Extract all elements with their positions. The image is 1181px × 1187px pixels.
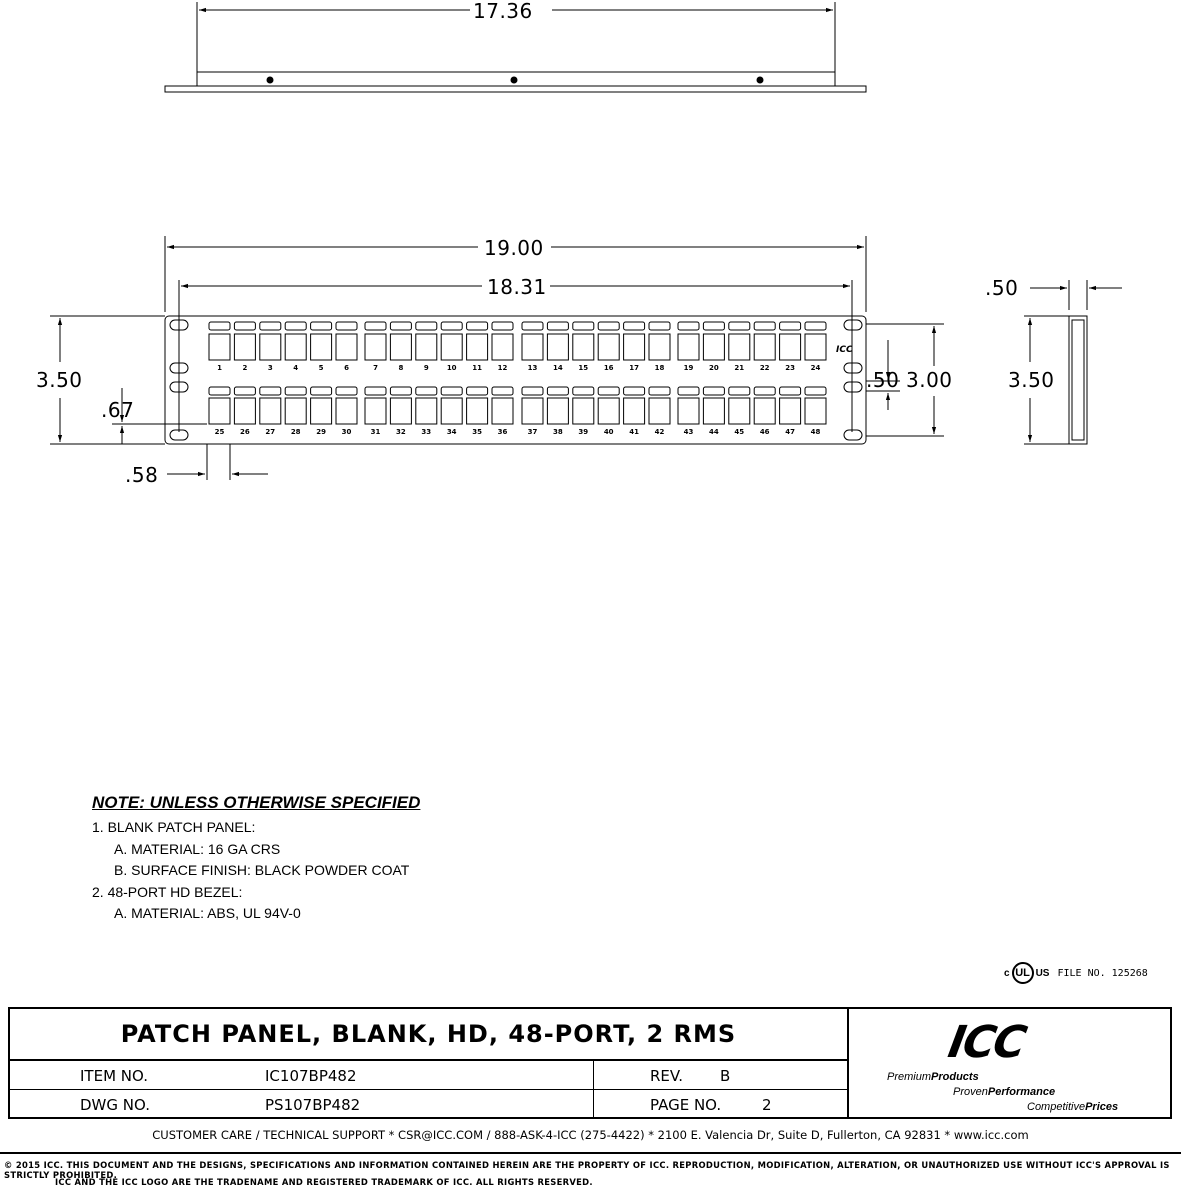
port-tab <box>729 322 750 330</box>
port-opening <box>805 334 826 360</box>
port-opening <box>624 398 645 424</box>
front-view <box>50 236 944 480</box>
port-number: 27 <box>265 428 276 436</box>
divider <box>0 1152 1181 1154</box>
port-opening <box>390 398 411 424</box>
dim-3-50-left: 3.50 <box>36 368 83 392</box>
port-number: 14 <box>553 364 563 372</box>
port-number: 31 <box>370 428 381 436</box>
page-value: 2 <box>762 1096 772 1114</box>
side-view <box>1024 280 1122 444</box>
port-number: 48 <box>810 428 821 436</box>
customer-care-line: CUSTOMER CARE / TECHNICAL SUPPORT * CSR@ICC.COM / 888-ASK-4-ICC (275-4422) * 2100 E. Valencia Dr, Suite D, Fullerton, CA 92831 * www.icc.com <box>152 1128 1029 1142</box>
port-tab <box>729 387 750 395</box>
port-opening <box>209 334 230 360</box>
port-opening <box>703 398 724 424</box>
port-opening <box>780 398 801 424</box>
tagline-3b: Prices <box>1085 1101 1119 1113</box>
port-tab <box>209 387 230 395</box>
item-label: ITEM NO. <box>80 1067 148 1085</box>
port-number: 43 <box>683 428 694 436</box>
port-tab <box>649 387 670 395</box>
dim-3-00: 3.00 <box>906 368 953 392</box>
port-number: 28 <box>290 428 301 436</box>
port-tab <box>573 322 594 330</box>
port-number: 42 <box>654 428 665 436</box>
port-number: 13 <box>527 364 538 372</box>
port-opening <box>729 334 750 360</box>
port-tab <box>805 387 826 395</box>
port-opening <box>573 398 594 424</box>
note-line: A. MATERIAL: 16 GA CRS <box>114 840 281 857</box>
port-tab <box>441 322 462 330</box>
port-tab <box>573 387 594 395</box>
tagline-2b: Performance <box>987 1086 1056 1098</box>
port-opening <box>754 398 775 424</box>
port-number: 12 <box>497 364 508 372</box>
title-block <box>8 1007 1172 1119</box>
port-number: 35 <box>472 428 482 436</box>
dim-0-67: .67 <box>101 398 135 422</box>
port-number: 46 <box>759 428 770 436</box>
dwg-label: DWG NO. <box>80 1096 150 1114</box>
ul-certification-mark <box>1004 962 1148 984</box>
port-tab <box>467 387 488 395</box>
port-opening <box>365 334 386 360</box>
port-tab <box>598 322 619 330</box>
dim-18-31: 18.31 <box>487 275 547 299</box>
port-opening <box>260 334 281 360</box>
port-number: 21 <box>734 364 745 372</box>
port-opening <box>285 334 306 360</box>
port-number: 32 <box>396 428 406 436</box>
rev-value: B <box>720 1067 731 1085</box>
port-number: 1 <box>217 364 222 372</box>
port-tab <box>547 322 568 330</box>
port-tab <box>678 387 699 395</box>
icc-logo <box>849 1009 1172 1117</box>
port-opening <box>416 398 437 424</box>
page-label: PAGE NO. <box>650 1096 722 1114</box>
port-number: 45 <box>734 428 745 436</box>
port-number: 23 <box>785 364 795 372</box>
dim-0-50-holes: .50 <box>866 368 900 392</box>
tagline-1a: Premium <box>887 1071 932 1083</box>
port-tab <box>234 322 255 330</box>
port-opening <box>649 398 670 424</box>
port-opening <box>678 398 699 424</box>
tagline-1b: Products <box>931 1071 979 1083</box>
port-opening <box>336 334 357 360</box>
port-opening <box>522 398 543 424</box>
port-opening <box>624 334 645 360</box>
port-tab <box>805 322 826 330</box>
port-number: 5 <box>318 364 324 372</box>
note-line: 2. 48-PORT HD BEZEL: <box>92 883 243 900</box>
note-line: 1. BLANK PATCH PANEL: <box>92 819 256 835</box>
port-number: 34 <box>446 428 457 436</box>
port-tab <box>336 387 357 395</box>
port-number: 20 <box>709 364 719 372</box>
ul-file-number: FILE NO. 125268 <box>1057 967 1148 979</box>
port-number: 3 <box>267 364 273 372</box>
port-opening <box>285 398 306 424</box>
port-opening <box>547 334 568 360</box>
port-number: 7 <box>373 364 378 372</box>
port-number: 9 <box>423 364 429 372</box>
port-tab <box>649 322 670 330</box>
port-opening <box>441 334 462 360</box>
tagline-3a: Competitive <box>1027 1101 1086 1113</box>
port-tab <box>780 322 801 330</box>
port-tab <box>416 387 437 395</box>
port-number: 4 <box>293 364 299 372</box>
port-number: 2 <box>242 364 248 372</box>
port-tab <box>441 387 462 395</box>
port-opening <box>234 334 255 360</box>
port-number: 24 <box>810 364 821 372</box>
port-tab <box>390 387 411 395</box>
port-opening <box>467 398 488 424</box>
copyright-line-2: ICC AND THE ICC LOGO ARE THE TRADENAME AND REGISTERED TRADEMARK OF ICC. ALL RIGHTS RESERVED. <box>55 1177 593 1187</box>
port-opening <box>365 398 386 424</box>
port-opening <box>522 334 543 360</box>
port-number: 40 <box>603 428 614 436</box>
port-number: 26 <box>240 428 250 436</box>
port-opening <box>336 398 357 424</box>
port-opening <box>805 398 826 424</box>
port-tab <box>703 322 724 330</box>
dim-0-58: .58 <box>125 463 159 487</box>
port-opening <box>209 398 230 424</box>
port-number: 33 <box>421 428 432 436</box>
port-tab <box>311 322 332 330</box>
port-tab <box>285 387 306 395</box>
notes-title: NOTE: UNLESS OTHERWISE SPECIFIED <box>92 793 421 812</box>
port-number: 37 <box>527 428 538 436</box>
item-value: IC107BP482 <box>265 1067 357 1085</box>
port-number: 15 <box>578 364 589 372</box>
dwg-row <box>10 1090 847 1119</box>
port-opening <box>573 334 594 360</box>
port-tab <box>234 387 255 395</box>
port-tab <box>754 387 775 395</box>
dim-3-50-side: 3.50 <box>1008 368 1055 392</box>
port-opening <box>729 398 750 424</box>
port-tab <box>703 387 724 395</box>
port-tab <box>624 387 645 395</box>
port-opening <box>598 398 619 424</box>
port-tab <box>492 387 513 395</box>
port-tab <box>336 322 357 330</box>
port-tab <box>547 387 568 395</box>
port-tab <box>522 387 543 395</box>
port-number: 39 <box>578 428 589 436</box>
port-opening <box>234 398 255 424</box>
port-tab <box>522 322 543 330</box>
icc-logo-mark: ICC <box>944 1017 1029 1068</box>
port-number: 16 <box>603 364 614 372</box>
dim-0-50-depth: .50 <box>985 276 1019 300</box>
port-tab <box>598 387 619 395</box>
port-tab <box>209 322 230 330</box>
port-tab <box>624 322 645 330</box>
port-number: 17 <box>629 364 639 372</box>
port-number: 18 <box>654 364 665 372</box>
port-opening <box>703 334 724 360</box>
port-number: 44 <box>709 428 719 436</box>
port-tab <box>780 387 801 395</box>
port-opening <box>780 334 801 360</box>
port-tab <box>260 322 281 330</box>
tagline-2a: Proven <box>953 1086 988 1098</box>
port-tab <box>365 322 386 330</box>
port-tab <box>416 322 437 330</box>
port-tab <box>492 322 513 330</box>
port-opening <box>492 334 513 360</box>
note-line: A. MATERIAL: ABS, UL 94V-0 <box>114 905 301 921</box>
port-tab <box>467 322 488 330</box>
port-number: 11 <box>472 364 482 372</box>
ul-c: c <box>1004 967 1010 979</box>
item-row <box>10 1061 847 1090</box>
dim-19-00: 19.00 <box>484 236 544 260</box>
dim-17-36: 17.36 <box>473 0 533 23</box>
port-number: 6 <box>344 364 349 372</box>
port-number: 36 <box>497 428 508 436</box>
port-tab <box>390 322 411 330</box>
port-opening <box>678 334 699 360</box>
port-opening <box>441 398 462 424</box>
port-number: 30 <box>341 428 352 436</box>
port-opening <box>649 334 670 360</box>
port-opening <box>467 334 488 360</box>
ul-logo-icon: UL <box>1012 962 1034 984</box>
port-opening <box>492 398 513 424</box>
dwg-value: PS107BP482 <box>265 1096 361 1114</box>
port-number: 19 <box>683 364 694 372</box>
drawing-title: PATCH PANEL, BLANK, HD, 48-PORT, 2 RMS <box>10 1009 847 1061</box>
port-number: 25 <box>214 428 225 436</box>
port-opening <box>547 398 568 424</box>
note-line: B. SURFACE FINISH: BLACK POWDER COAT <box>114 862 410 878</box>
port-opening <box>260 398 281 424</box>
port-tab <box>260 387 281 395</box>
port-number: 8 <box>398 364 404 372</box>
port-opening <box>754 334 775 360</box>
panel-logo: ICC <box>836 345 853 355</box>
port-tab <box>311 387 332 395</box>
port-tab <box>285 322 306 330</box>
port-tab <box>365 387 386 395</box>
copyright-line-1: © 2015 ICC. THIS DOCUMENT AND THE DESIGNS, SPECIFICATIONS AND INFORMATION CONTAINED HEREIN ARE THE PROPERTY OF ICC. REPRODUCTION, MODIFICATION, ALTERATION, OR UNAUTHORIZED USE WITHOUT ICC'S APPROVAL IS STRICTLY PROHIBITED. <box>4 1160 1170 1180</box>
port-tab <box>678 322 699 330</box>
port-number: 22 <box>759 364 770 372</box>
port-opening <box>311 398 332 424</box>
rev-label: REV. <box>650 1067 683 1085</box>
port-number: 10 <box>446 364 457 372</box>
port-number: 38 <box>553 428 563 436</box>
port-opening <box>416 334 437 360</box>
port-opening <box>390 334 411 360</box>
port-opening <box>598 334 619 360</box>
port-number: 47 <box>785 428 795 436</box>
port-number: 29 <box>316 428 326 436</box>
port-number: 41 <box>629 428 639 436</box>
port-tab <box>754 322 775 330</box>
notes-section <box>92 793 420 925</box>
port-opening <box>311 334 332 360</box>
ul-us: US <box>1035 967 1050 979</box>
